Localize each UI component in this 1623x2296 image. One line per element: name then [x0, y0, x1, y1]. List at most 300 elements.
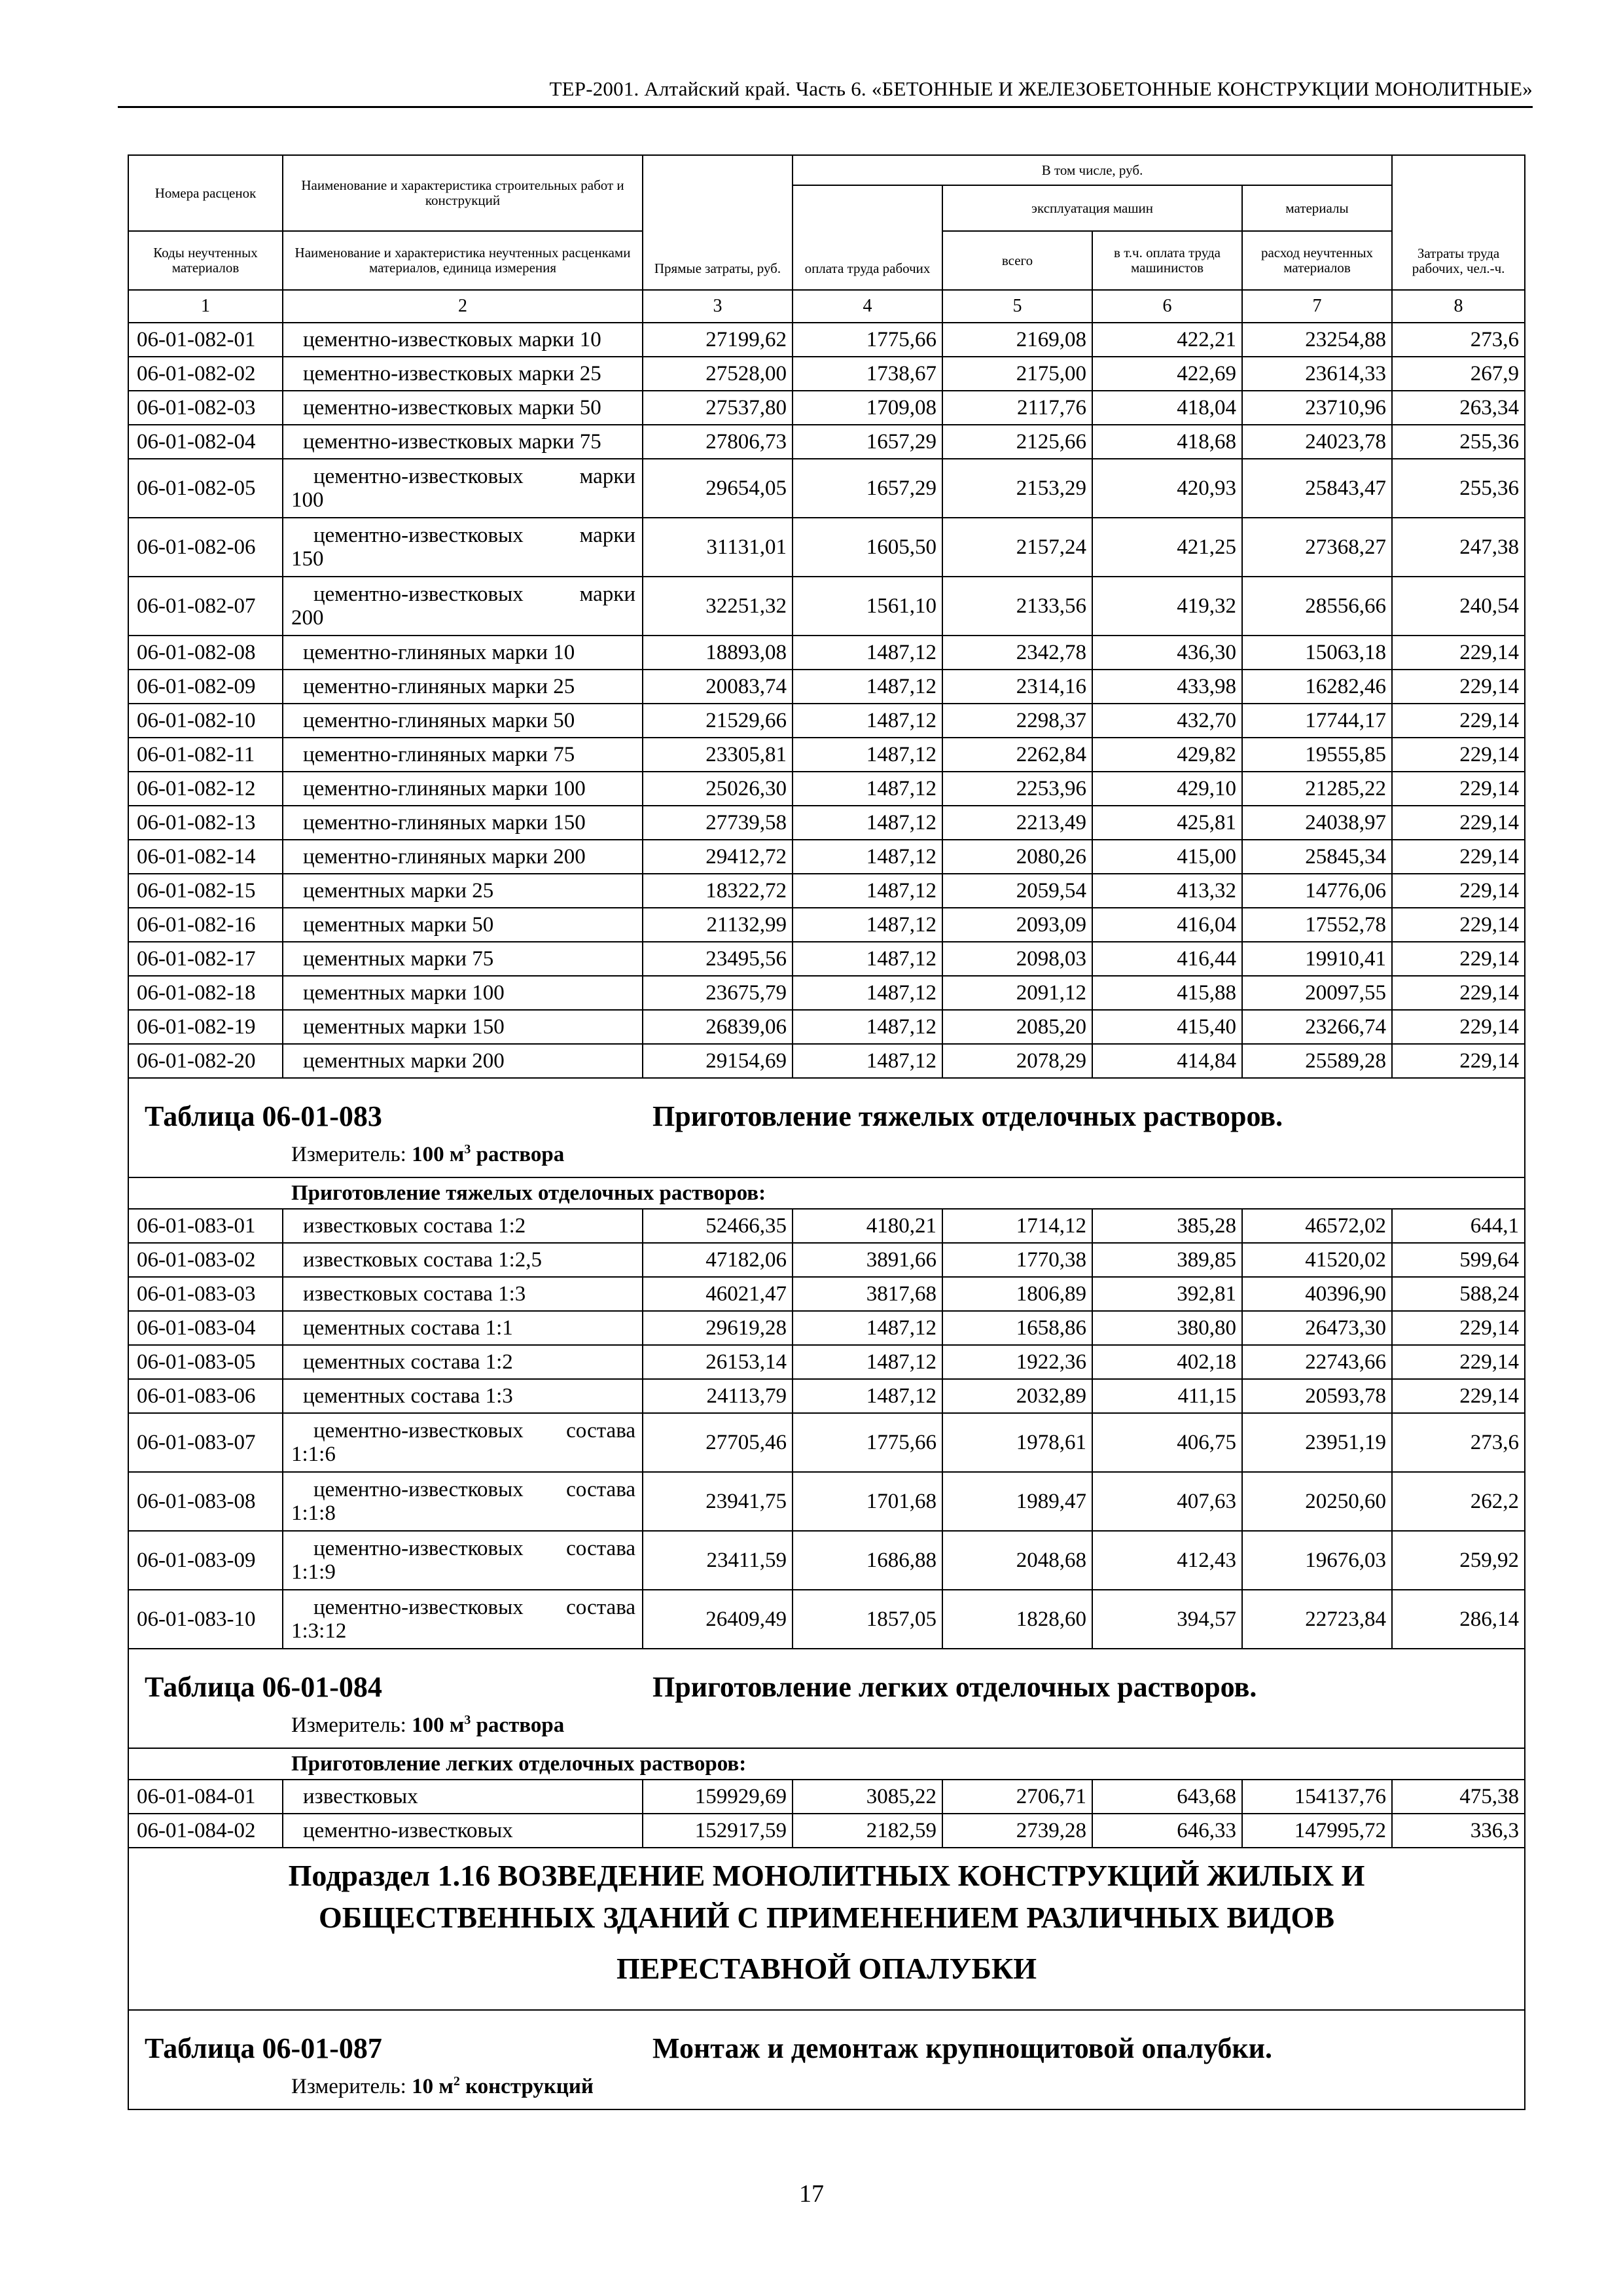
- direct-costs: 18322,72: [643, 874, 793, 908]
- machines-total: 2078,29: [942, 1044, 1092, 1078]
- machinist-pay: 415,40: [1092, 1010, 1242, 1044]
- materials-cost: 20097,55: [1242, 976, 1392, 1010]
- table-row: [128, 323, 1525, 357]
- rate-code: 06-01-083-02: [128, 1243, 283, 1277]
- machines-total: 2314,16: [942, 670, 1092, 704]
- measure-unit: 100 м: [412, 1143, 465, 1166]
- labor-pay: 1605,50: [793, 518, 942, 577]
- work-name-line1: цементно-известковых состава: [313, 1596, 635, 1619]
- work-name: известковых: [283, 1780, 643, 1814]
- labor-hours: 229,14: [1392, 1345, 1525, 1379]
- materials-cost: 20250,60: [1242, 1472, 1392, 1531]
- labor-hours: 273,6: [1392, 1413, 1525, 1472]
- col1-top-header: Номера расценок: [128, 155, 283, 231]
- machinist-pay: 411,15: [1092, 1379, 1242, 1413]
- table-row: [128, 908, 1525, 942]
- materials-cost: 26473,30: [1242, 1311, 1392, 1345]
- direct-costs: 27705,46: [643, 1413, 793, 1472]
- machinist-pay: 415,88: [1092, 976, 1242, 1010]
- work-name: известковых состава 1:3: [283, 1277, 643, 1311]
- labor-hours: 229,14: [1392, 840, 1525, 874]
- table-row: [128, 1472, 1525, 1531]
- machinist-pay: 433,98: [1092, 670, 1242, 704]
- machines-total: 2048,68: [942, 1531, 1092, 1590]
- table-083-title-cell: [128, 1078, 1525, 1177]
- labor-pay: 1709,08: [793, 391, 942, 425]
- table-row: [128, 357, 1525, 391]
- section-heading-line: ПЕРЕСТАВНОЙ ОПАЛУБКИ: [616, 1952, 1037, 1985]
- materials-cost: 154137,76: [1242, 1780, 1392, 1814]
- table-row: [128, 840, 1525, 874]
- work-name: [283, 1413, 643, 1472]
- direct-costs: 47182,06: [643, 1243, 793, 1277]
- col5-header: всего: [942, 231, 1092, 290]
- rate-code: 06-01-082-19: [128, 1010, 283, 1044]
- rate-code: 06-01-082-09: [128, 670, 283, 704]
- machines-total: 2298,37: [942, 704, 1092, 738]
- table-row: [128, 942, 1525, 976]
- machinist-pay: 406,75: [1092, 1413, 1242, 1472]
- rate-code: 06-01-083-10: [128, 1590, 283, 1649]
- table-row: [128, 1531, 1525, 1590]
- machines-total: 1658,86: [942, 1311, 1092, 1345]
- labor-hours: 286,14: [1392, 1590, 1525, 1649]
- direct-costs: 26409,49: [643, 1590, 793, 1649]
- work-name: цементно-глиняных марки 50: [283, 704, 643, 738]
- materials-cost: 17744,17: [1242, 704, 1392, 738]
- labor-pay: 1487,12: [793, 806, 942, 840]
- table-row: [128, 738, 1525, 772]
- page-number: 17: [799, 2180, 824, 2208]
- work-name: [283, 1472, 643, 1531]
- machines-total: 2080,26: [942, 840, 1092, 874]
- table-row: [128, 425, 1525, 459]
- direct-costs: 29654,05: [643, 459, 793, 518]
- rate-code: 06-01-083-06: [128, 1379, 283, 1413]
- col7-header: расход неучтенных материалов: [1242, 231, 1392, 290]
- machinist-pay: 422,21: [1092, 323, 1242, 357]
- work-name: цементных состава 1:3: [283, 1379, 643, 1413]
- labor-hours: 263,34: [1392, 391, 1525, 425]
- work-name: цементно-глиняных марки 75: [283, 738, 643, 772]
- rate-code: 06-01-082-05: [128, 459, 283, 518]
- direct-costs: 23941,75: [643, 1472, 793, 1531]
- machinist-pay: 385,28: [1092, 1209, 1242, 1243]
- machinist-pay: 418,68: [1092, 425, 1242, 459]
- machinist-pay: 420,93: [1092, 459, 1242, 518]
- table-083-title-row: [128, 1078, 1525, 1177]
- price-table-frame: [128, 154, 1524, 2110]
- table-row: [128, 1379, 1525, 1413]
- labor-pay: 1487,12: [793, 670, 942, 704]
- labor-pay: 1701,68: [793, 1472, 942, 1531]
- machines-total: 2091,12: [942, 976, 1092, 1010]
- work-name: цементно-известковых марки 25: [283, 357, 643, 391]
- machinist-pay: 402,18: [1092, 1345, 1242, 1379]
- work-name: цементных состава 1:2: [283, 1345, 643, 1379]
- table-row: [128, 636, 1525, 670]
- work-name: цементных марки 50: [283, 908, 643, 942]
- materials-cost: 22723,84: [1242, 1590, 1392, 1649]
- running-header: ТЕР-2001. Алтайский край. Часть 6. «БЕТОННЫЕ И ЖЕЛЕЗОБЕТОННЫЕ КОНСТРУКЦИИ МОНОЛИТНЫЕ»: [549, 77, 1533, 100]
- column-number: 4: [793, 290, 942, 323]
- column-number-row: [128, 290, 1525, 323]
- work-name: цементно-известковых: [283, 1814, 643, 1848]
- machines-total: 2706,71: [942, 1780, 1092, 1814]
- table-084-title-block: [129, 1649, 1524, 1748]
- machinist-pay: 422,69: [1092, 357, 1242, 391]
- labor-hours: 247,38: [1392, 518, 1525, 577]
- materials-cost: 41520,02: [1242, 1243, 1392, 1277]
- labor-pay: 2182,59: [793, 1814, 942, 1848]
- machines-total: 1828,60: [942, 1590, 1092, 1649]
- table-row: [128, 459, 1525, 518]
- work-name: [283, 1590, 643, 1649]
- labor-pay: 1775,66: [793, 323, 942, 357]
- labor-hours: 229,14: [1392, 806, 1525, 840]
- work-name: [283, 459, 643, 518]
- column-number: 1: [128, 290, 283, 323]
- work-name: известковых состава 1:2,5: [283, 1243, 643, 1277]
- direct-costs: 27806,73: [643, 425, 793, 459]
- machinist-pay: 380,80: [1092, 1311, 1242, 1345]
- direct-costs: 31131,01: [643, 518, 793, 577]
- labor-hours: 336,3: [1392, 1814, 1525, 1848]
- table-087-title-cell: [128, 2010, 1525, 2109]
- labor-hours: 475,38: [1392, 1780, 1525, 1814]
- machinist-pay: 419,32: [1092, 577, 1242, 636]
- machines-total: 2175,00: [942, 357, 1092, 391]
- column-number: 3: [643, 290, 793, 323]
- labor-hours: 229,14: [1392, 908, 1525, 942]
- labor-hours: 229,14: [1392, 1311, 1525, 1345]
- machines-total: 2032,89: [942, 1379, 1092, 1413]
- table-row: [128, 1044, 1525, 1078]
- machines-total: 2213,49: [942, 806, 1092, 840]
- work-name-line2: 1:1:8: [291, 1501, 336, 1525]
- machines-total: 1989,47: [942, 1472, 1092, 1531]
- table-row: [128, 1345, 1525, 1379]
- work-name-line1: цементно-известковых марки: [313, 583, 635, 606]
- labor-pay: 1487,12: [793, 704, 942, 738]
- header-rule: [118, 106, 1533, 108]
- direct-costs: 23495,56: [643, 942, 793, 976]
- machinist-pay: 646,33: [1092, 1814, 1242, 1848]
- table-row: [128, 1780, 1525, 1814]
- direct-costs: 18893,08: [643, 636, 793, 670]
- machines-total: 2157,24: [942, 518, 1092, 577]
- materials-cost: 23614,33: [1242, 357, 1392, 391]
- work-name-line2: 100: [291, 488, 324, 512]
- table-row: [128, 577, 1525, 636]
- measure-label: Измеритель:: [291, 1143, 406, 1166]
- machines-total: 2169,08: [942, 323, 1092, 357]
- rate-code: 06-01-082-12: [128, 772, 283, 806]
- table-087-title-row: [128, 2010, 1525, 2109]
- machinist-pay: 416,04: [1092, 908, 1242, 942]
- labor-pay: 1487,12: [793, 874, 942, 908]
- work-name-line1: цементно-известковых марки: [313, 465, 635, 488]
- work-name-line1: цементно-известковых состава: [313, 1419, 635, 1443]
- materials-cost: 14776,06: [1242, 874, 1392, 908]
- work-name: цементно-известковых марки 50: [283, 391, 643, 425]
- work-name-line1: цементно-известковых состава: [313, 1478, 635, 1501]
- machines-total: 2098,03: [942, 942, 1092, 976]
- materials-cost: 25843,47: [1242, 459, 1392, 518]
- work-name: [283, 577, 643, 636]
- measure-label: Измеритель:: [291, 2075, 406, 2098]
- rate-code: 06-01-082-01: [128, 323, 283, 357]
- subheader-row: [128, 1177, 1525, 1209]
- materials-cost: 46572,02: [1242, 1209, 1392, 1243]
- materials-cost: 28556,66: [1242, 577, 1392, 636]
- measure-object: конструкций: [465, 2075, 594, 2098]
- measure-power: 3: [464, 1142, 471, 1157]
- table-row: [128, 772, 1525, 806]
- labor-hours: 255,36: [1392, 459, 1525, 518]
- table-row: [128, 806, 1525, 840]
- machinist-pay: 416,44: [1092, 942, 1242, 976]
- work-name-line2: 150: [291, 547, 324, 571]
- labor-hours: 229,14: [1392, 942, 1525, 976]
- work-name-line1: цементно-известковых марки: [313, 524, 635, 547]
- work-name: цементно-глиняных марки 10: [283, 636, 643, 670]
- materials-cost: 147995,72: [1242, 1814, 1392, 1848]
- labor-hours: 255,36: [1392, 425, 1525, 459]
- rate-code: 06-01-082-08: [128, 636, 283, 670]
- labor-pay: 4180,21: [793, 1209, 942, 1243]
- measure-value: [412, 1713, 564, 1737]
- work-name: цементных состава 1:1: [283, 1311, 643, 1345]
- measure-power: 3: [464, 1713, 471, 1727]
- column-number: 8: [1392, 290, 1525, 323]
- table-row: [128, 704, 1525, 738]
- labor-pay: 1561,10: [793, 577, 942, 636]
- table-title: Монтаж и демонтаж крупнощитовой опалубки.: [652, 2032, 1273, 2064]
- table-row: [128, 1277, 1525, 1311]
- machines-total: 2125,66: [942, 425, 1092, 459]
- table-row: [128, 874, 1525, 908]
- materials-cost: 19555,85: [1242, 738, 1392, 772]
- work-name: цементных марки 150: [283, 1010, 643, 1044]
- work-name: цементных марки 100: [283, 976, 643, 1010]
- work-name: цементно-глиняных марки 200: [283, 840, 643, 874]
- section-heading-line: ОБЩЕСТВЕННЫХ ЗДАНИЙ С ПРИМЕНЕНИЕМ РАЗЛИЧНЫХ ВИДОВ: [319, 1901, 1335, 1934]
- direct-costs: 29154,69: [643, 1044, 793, 1078]
- labor-pay: 1487,12: [793, 1345, 942, 1379]
- rate-code: 06-01-083-05: [128, 1345, 283, 1379]
- labor-hours: 229,14: [1392, 670, 1525, 704]
- machines-total: 2133,56: [942, 577, 1092, 636]
- labor-pay: 1487,12: [793, 908, 942, 942]
- labor-hours: 588,24: [1392, 1277, 1525, 1311]
- machines-total: 2085,20: [942, 1010, 1092, 1044]
- rate-code: 06-01-082-10: [128, 704, 283, 738]
- machines-total: 2739,28: [942, 1814, 1092, 1848]
- labor-hours: 599,64: [1392, 1243, 1525, 1277]
- labor-pay: 1487,12: [793, 1379, 942, 1413]
- direct-costs: 24113,79: [643, 1379, 793, 1413]
- work-name: [283, 1531, 643, 1590]
- table-084-title-row: [128, 1649, 1525, 1748]
- labor-hours: 229,14: [1392, 1044, 1525, 1078]
- column-number: 7: [1242, 290, 1392, 323]
- rate-code: 06-01-082-07: [128, 577, 283, 636]
- machinist-pay: 643,68: [1092, 1780, 1242, 1814]
- included-header: В том числе, руб.: [793, 155, 1392, 185]
- machinist-pay: 412,43: [1092, 1531, 1242, 1590]
- table-measure: [291, 1143, 564, 1166]
- direct-costs: 29619,28: [643, 1311, 793, 1345]
- rate-code: 06-01-082-06: [128, 518, 283, 577]
- materials-cost: 19676,03: [1242, 1531, 1392, 1590]
- rate-code: 06-01-082-03: [128, 391, 283, 425]
- work-name: известковых состава 1:2: [283, 1209, 643, 1243]
- machinist-pay: 432,70: [1092, 704, 1242, 738]
- labor-hours: 229,14: [1392, 1010, 1525, 1044]
- labor-hours: 273,6: [1392, 323, 1525, 357]
- measure-value: [412, 2075, 594, 2098]
- table-row: [128, 670, 1525, 704]
- rate-code: 06-01-083-01: [128, 1209, 283, 1243]
- machines-total: 1806,89: [942, 1277, 1092, 1311]
- column-number: 6: [1092, 290, 1242, 323]
- col1-bottom-header: Коды неучтенных материалов: [128, 231, 283, 290]
- materials-cost: 25845,34: [1242, 840, 1392, 874]
- materials-cost: 20593,78: [1242, 1379, 1392, 1413]
- measure-label: Измеритель:: [291, 1713, 406, 1737]
- work-name-line2: 200: [291, 606, 324, 630]
- machinist-pay: 415,00: [1092, 840, 1242, 874]
- labor-pay: 3891,66: [793, 1243, 942, 1277]
- direct-costs: 21529,66: [643, 704, 793, 738]
- table-number: Таблица 06-01-084: [145, 1671, 382, 1703]
- col8-header: Затраты труда рабочих, чел.-ч.: [1392, 155, 1525, 290]
- work-name: цементно-известковых марки 10: [283, 323, 643, 357]
- machinist-pay: 407,63: [1092, 1472, 1242, 1531]
- labor-hours: 229,14: [1392, 1379, 1525, 1413]
- labor-pay: 1487,12: [793, 636, 942, 670]
- work-name-line2: 1:3:12: [291, 1619, 347, 1643]
- labor-hours: 229,14: [1392, 704, 1525, 738]
- direct-costs: 20083,74: [643, 670, 793, 704]
- rate-code: 06-01-082-18: [128, 976, 283, 1010]
- direct-costs: 52466,35: [643, 1209, 793, 1243]
- header-row-1: [128, 155, 1525, 185]
- measure-object: раствора: [476, 1713, 565, 1737]
- work-name-line1: цементно-известковых состава: [313, 1537, 635, 1560]
- machinist-pay: 394,57: [1092, 1590, 1242, 1649]
- labor-pay: 1657,29: [793, 459, 942, 518]
- materials-cost: 22743,66: [1242, 1345, 1392, 1379]
- machines-total: 2059,54: [942, 874, 1092, 908]
- rate-code: 06-01-082-15: [128, 874, 283, 908]
- table-row: [128, 1209, 1525, 1243]
- rate-code: 06-01-084-02: [128, 1814, 283, 1848]
- machinist-pay: 418,04: [1092, 391, 1242, 425]
- materials-cost: 27368,27: [1242, 518, 1392, 577]
- machines-total: 2342,78: [942, 636, 1092, 670]
- machines-total: 1770,38: [942, 1243, 1092, 1277]
- work-name: цементных марки 200: [283, 1044, 643, 1078]
- materials-cost: 23710,96: [1242, 391, 1392, 425]
- col4-header: оплата труда рабочих: [793, 185, 942, 290]
- rate-code: 06-01-083-04: [128, 1311, 283, 1345]
- work-name: цементно-глиняных марки 100: [283, 772, 643, 806]
- machines-total: 2093,09: [942, 908, 1092, 942]
- machines-header: эксплуатация машин: [942, 185, 1242, 231]
- table-087-title-block: [129, 2011, 1524, 2109]
- work-name: [283, 518, 643, 577]
- materials-cost: 24038,97: [1242, 806, 1392, 840]
- direct-costs: 32251,32: [643, 577, 793, 636]
- direct-costs: 27199,62: [643, 323, 793, 357]
- direct-costs: 46021,47: [643, 1277, 793, 1311]
- labor-pay: 1487,12: [793, 1044, 942, 1078]
- machines-total: 2262,84: [942, 738, 1092, 772]
- machinist-pay: 429,10: [1092, 772, 1242, 806]
- table-title: Приготовление легких отделочных растворов.: [652, 1671, 1257, 1703]
- labor-hours: 229,14: [1392, 874, 1525, 908]
- measure-unit: 10 м: [412, 2075, 454, 2098]
- machines-total: 2117,76: [942, 391, 1092, 425]
- materials-cost: 23266,74: [1242, 1010, 1392, 1044]
- machines-total: 1714,12: [942, 1209, 1092, 1243]
- direct-costs: 159929,69: [643, 1780, 793, 1814]
- machines-total: 1922,36: [942, 1345, 1092, 1379]
- machinist-pay: 414,84: [1092, 1044, 1242, 1078]
- col3-header: Прямые затраты, руб.: [643, 155, 793, 290]
- materials-cost: 17552,78: [1242, 908, 1392, 942]
- work-name-line2: 1:1:9: [291, 1560, 336, 1584]
- labor-pay: 1775,66: [793, 1413, 942, 1472]
- machines-total: 1978,61: [942, 1413, 1092, 1472]
- materials-cost: 19910,41: [1242, 942, 1392, 976]
- labor-hours: 262,2: [1392, 1472, 1525, 1531]
- work-name: цементно-глиняных марки 25: [283, 670, 643, 704]
- table-measure: [291, 1713, 564, 1737]
- rate-code: 06-01-083-03: [128, 1277, 283, 1311]
- work-name: цементно-глиняных марки 150: [283, 806, 643, 840]
- labor-hours: 229,14: [1392, 636, 1525, 670]
- direct-costs: 21132,99: [643, 908, 793, 942]
- machinist-pay: 429,82: [1092, 738, 1242, 772]
- rate-code: 06-01-082-17: [128, 942, 283, 976]
- table-row: [128, 1814, 1525, 1848]
- table-row: [128, 1010, 1525, 1044]
- table-subheader: Приготовление тяжелых отделочных растворов:: [128, 1177, 1525, 1209]
- machinist-pay: 425,81: [1092, 806, 1242, 840]
- direct-costs: 26153,14: [643, 1345, 793, 1379]
- machines-total: 2253,96: [942, 772, 1092, 806]
- rate-code: 06-01-082-13: [128, 806, 283, 840]
- table-row: [128, 1413, 1525, 1472]
- materials-cost: 25589,28: [1242, 1044, 1392, 1078]
- col2-bottom-header: Наименование и характеристика неучтенных расценками материалов, единица измерения: [283, 231, 643, 290]
- table-row: [128, 1590, 1525, 1649]
- subheader-row: [128, 1748, 1525, 1780]
- work-name: цементно-известковых марки 75: [283, 425, 643, 459]
- labor-hours: 259,92: [1392, 1531, 1525, 1590]
- table-body: [128, 155, 1525, 2109]
- labor-pay: 1487,12: [793, 1010, 942, 1044]
- labor-hours: 229,14: [1392, 976, 1525, 1010]
- work-name-line2: 1:1:6: [291, 1443, 336, 1466]
- materials-cost: 40396,90: [1242, 1277, 1392, 1311]
- table-number: Таблица 06-01-083: [145, 1100, 382, 1132]
- labor-hours: 644,1: [1392, 1209, 1525, 1243]
- rate-code: 06-01-084-01: [128, 1780, 283, 1814]
